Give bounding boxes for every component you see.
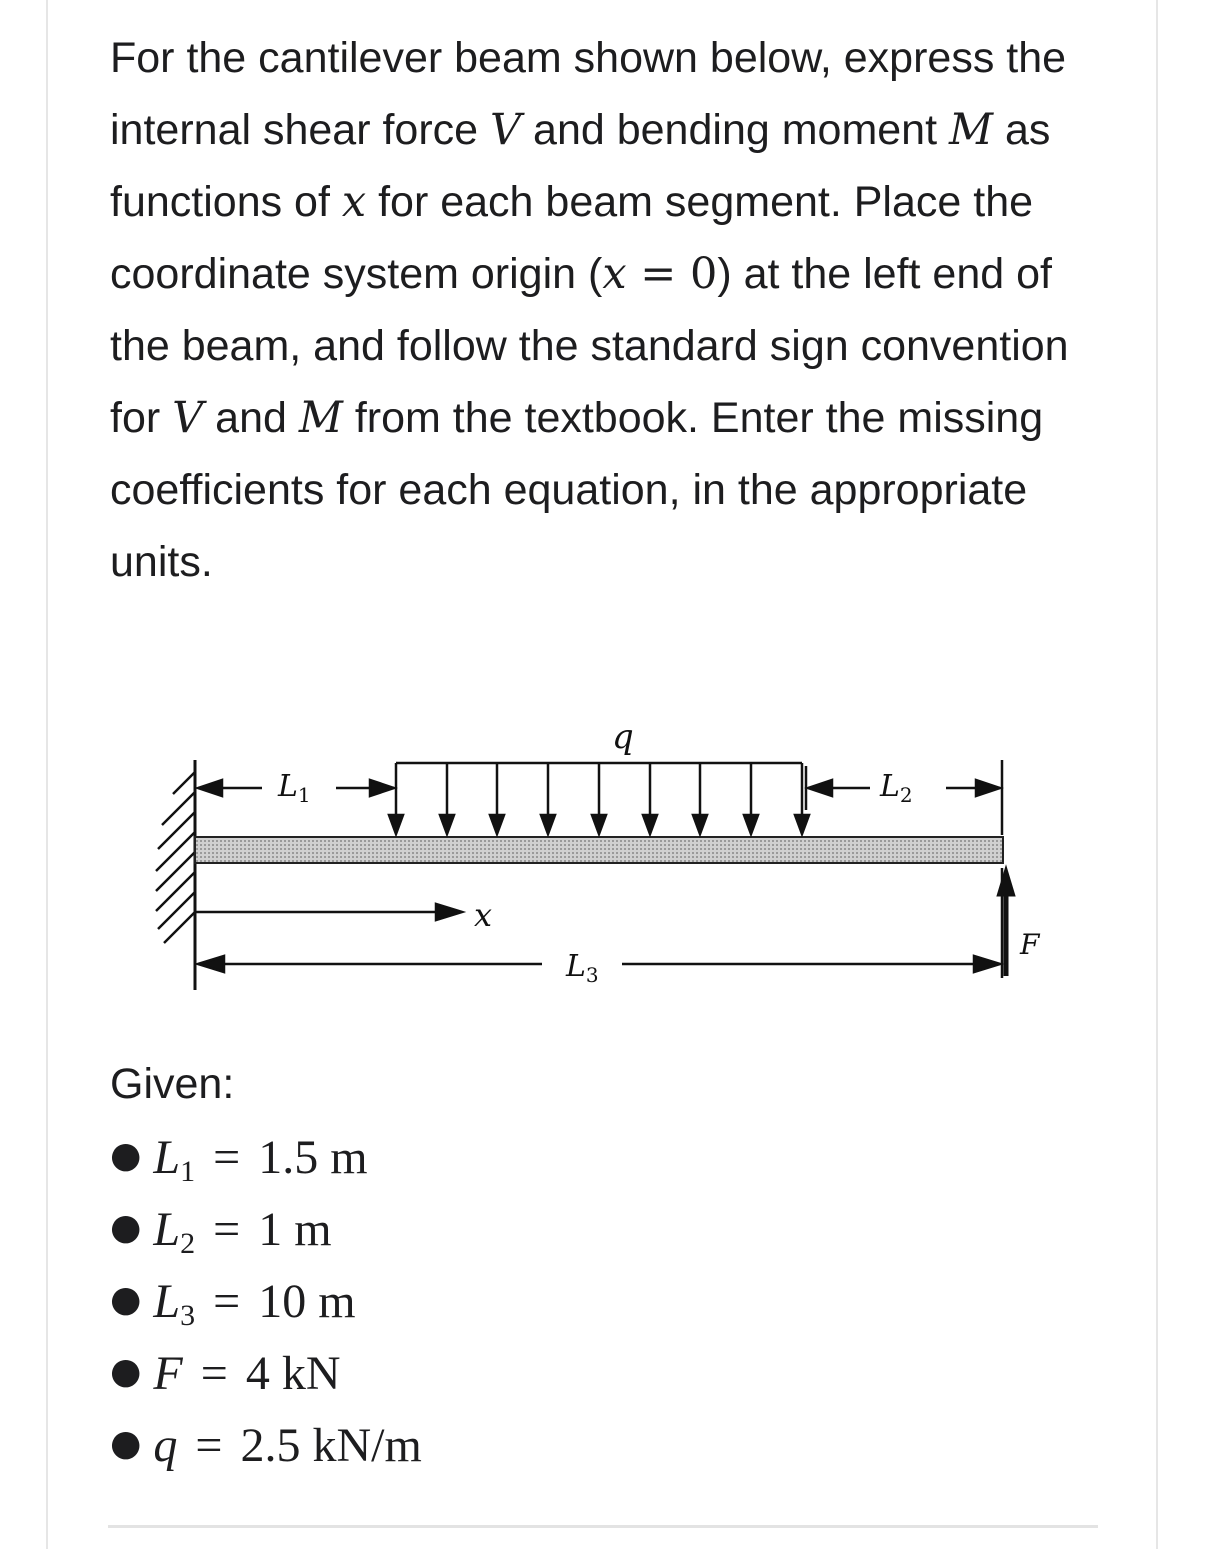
load-label-q: q — [612, 717, 634, 757]
given-item-l2 — [110, 1192, 422, 1264]
dimension-label-l3: $L_3$ — [566, 949, 599, 987]
dimension-l3 — [198, 868, 1002, 978]
problem-statement — [110, 22, 1070, 598]
problem-text-1: For the cantilever beam shown below, express the internal shear force — [110, 34, 1067, 154]
bullet-icon: ● — [110, 1135, 142, 1176]
given-list — [110, 1120, 422, 1480]
equals-sign: = — [213, 1275, 241, 1328]
dimension-label-l2: $L_2$ — [880, 769, 913, 807]
given-sub: 2 — [180, 1227, 196, 1260]
given-item-f — [110, 1336, 422, 1408]
beam-diagram — [140, 700, 1080, 1020]
given-heading: Given: — [110, 1060, 235, 1108]
dimension-label-l1: $L_1$ — [278, 769, 311, 807]
equals-sign: = — [213, 1131, 241, 1184]
load-arrow — [643, 763, 657, 834]
load-arrow — [744, 763, 758, 834]
section-divider — [108, 1525, 1098, 1528]
x-axis-label: x — [474, 896, 493, 934]
bullet-icon: ● — [110, 1351, 142, 1392]
problem-text-6: and — [203, 394, 299, 442]
bullet-icon: ● — [110, 1279, 142, 1320]
problem-text-4: for each beam segment. Place the coordinate system origin ( — [110, 178, 1034, 298]
problem-text-3: as functions of — [110, 106, 1051, 226]
problem-text-7: from the textbook. Enter the missing coefficients for each equation, in the appropriate units. — [110, 394, 1044, 586]
given-value: 10 m — [258, 1275, 356, 1328]
point-force-f — [997, 866, 1015, 976]
given-var: L — [153, 1131, 181, 1184]
given-item-l3 — [110, 1264, 422, 1336]
given-var: F — [153, 1347, 183, 1400]
given-value: 1.5 m — [258, 1131, 368, 1184]
bullet-icon: ● — [110, 1207, 142, 1248]
given-sub: 3 — [180, 1299, 196, 1332]
equals-sign: = — [195, 1419, 223, 1472]
given-item-l1 — [110, 1120, 422, 1192]
given-var: q — [153, 1419, 178, 1472]
given-item-q — [110, 1408, 422, 1480]
load-arrow — [541, 763, 555, 834]
distributed-load-q — [389, 763, 809, 834]
given-var: L — [153, 1275, 181, 1328]
load-arrow — [693, 763, 707, 834]
given-value: 1 m — [258, 1203, 332, 1256]
math-m-2: M — [298, 393, 343, 443]
beam — [195, 837, 1003, 863]
bullet-icon: ● — [110, 1423, 142, 1464]
force-label-f: F — [1020, 928, 1040, 961]
load-arrow — [440, 763, 454, 834]
given-var: L — [153, 1203, 181, 1256]
math-equals-zero: = 0 — [626, 249, 718, 299]
given-value: 4 kN — [245, 1347, 341, 1400]
math-x-origin: x — [602, 249, 627, 299]
load-arrow — [490, 763, 504, 834]
problem-text-2: and bending moment — [521, 106, 949, 154]
fixed-wall-support — [156, 760, 195, 990]
given-value: 2.5 kN/m — [240, 1419, 422, 1472]
x-axis-arrow — [195, 904, 462, 920]
problem-text-5: ) at the left end of the beam, and follow the standard sign convention for — [110, 250, 1069, 442]
math-v-2: V — [172, 393, 204, 443]
load-arrow — [389, 763, 403, 834]
math-m: M — [949, 105, 994, 155]
math-x: x — [341, 177, 367, 227]
equals-sign: = — [200, 1347, 228, 1400]
given-sub: 1 — [180, 1155, 196, 1188]
math-v: V — [490, 105, 522, 155]
load-arrow — [592, 763, 606, 834]
equals-sign: = — [213, 1203, 241, 1256]
